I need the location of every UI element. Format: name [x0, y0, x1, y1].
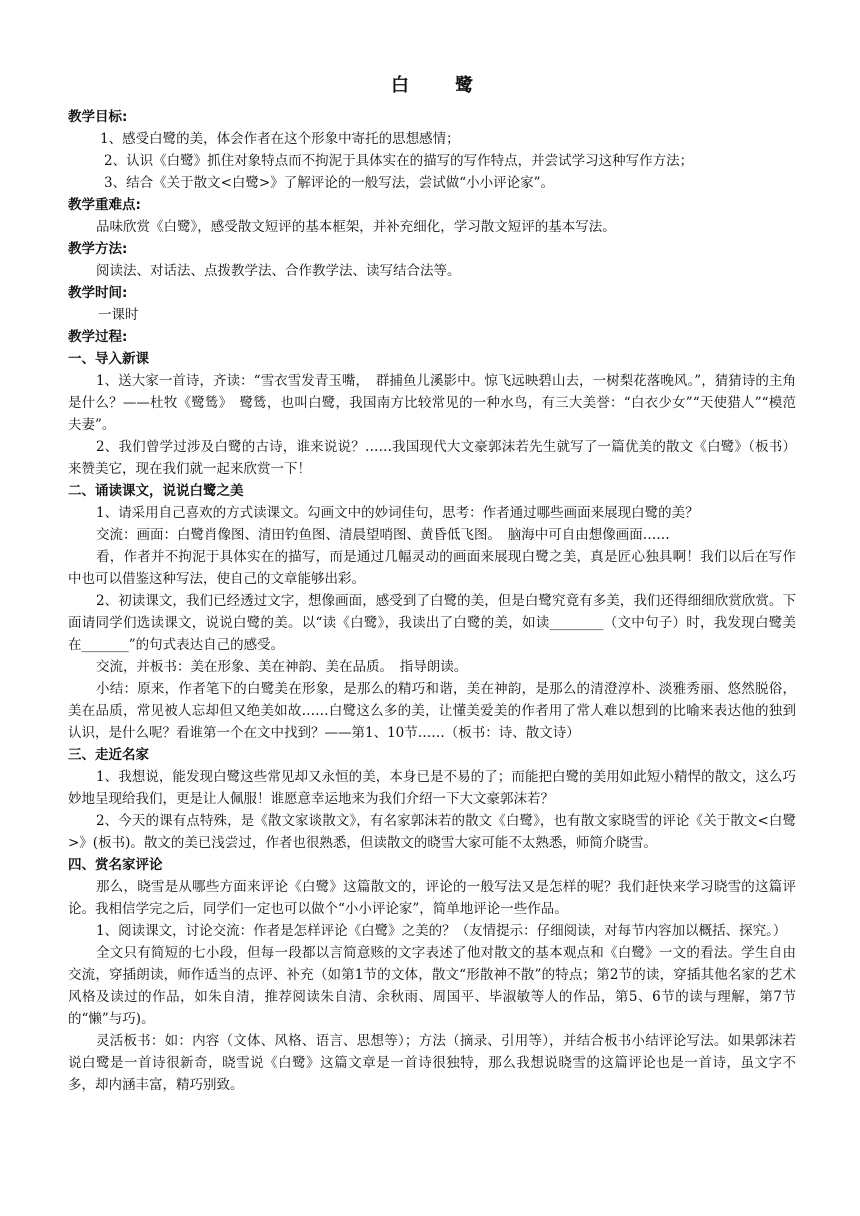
- paragraph: 1、请采用自己喜欢的方式读课文。勾画文中的妙词佳句，思考：作者通过哪些画面来展现白鹭的美？: [96, 505, 699, 521]
- keypoints-text: 品味欣赏《白鹭》，感受散文短评的基本框架，并补充细化，学习散文短评的基本写法。: [96, 219, 616, 235]
- time-heading: 教学时间:: [68, 285, 128, 301]
- paragraph: 小结：原来，作者笔下的白鹭美在形象，是那么的精巧和谐，美在神韵，是那么的清澄淳朴、淡雅秀丽、悠然脱俗，美在品质，常见被人忘却但又绝美如故……白鹭这么多的美，让懂美爱美的作者用了常人难以想到的比喻来表达他的独到认识，是什么呢？看谁第一个在文中找到？——第1、10节……（板书：诗、散文诗）: [68, 681, 796, 741]
- section-4-heading: 四、赏名家评论: [68, 857, 163, 873]
- paragraph: 看，作者并不拘泥于具体实在的描写，而是通过几幅灵动的画面来展现白鹭之美，真是匠心独具啊！我们以后在写作中也可以借鉴这种写法，使自己的文章能够出彩。: [68, 549, 796, 587]
- document-page: [68, 72, 796, 1096]
- paragraph: 1、我想说，能发现白鹭这些常见却又永恒的美，本身已是不易的了；而能把白鹭的美用如此短小精悍的散文，这么巧妙地呈现给我们，更是让人佩服！谁愿意幸运地来为我们介绍一下大文豪郭沫若？: [68, 769, 796, 807]
- goal-item-3: 3、结合《关于散文<白鹭>》了解评论的一般写法，尝试做“小小评论家”。: [104, 175, 555, 191]
- paragraph: 交流：画面：白鹭肖像图、清田钓鱼图、清晨望哨图、黄昏低飞图。 脑海中可自由想像画面……: [96, 527, 670, 543]
- process-heading: 教学过程:: [68, 329, 128, 345]
- section-1-heading: 一、导入新课: [68, 351, 149, 367]
- page-title: 白 鹭: [391, 75, 487, 96]
- goal-item-2: 2、认识《白鹭》抓住对象特点而不拘泥于具体实在的描写的写作特点，并尝试学习这种写作方法；: [104, 153, 694, 169]
- goals-heading: 教学目标:: [68, 109, 128, 125]
- paragraph: 那么，晓雪是从哪些方面来评论《白鹭》这篇散文的，评论的一般写法又是怎样的呢？我们赶快来学习晓雪的这篇评论。我相信学完之后，同学们一定也可以做个“小小评论家”，简单地评论一些作品。: [68, 879, 796, 917]
- paragraph: 灵活板书：如：内容（文体、风格、语言、思想等）；方法（摘录、引用等），并结合板书小结评论写法。如果郭沫若说白鹭是一首诗很新奇，晓雪说《白鹭》这篇文章是一首诗很独特，那么我想说晓雪的这篇评论也是一首诗，虽文字不多，却内涵丰富，精巧别致。: [68, 1033, 796, 1093]
- paragraph: 2、今天的课有点特殊，是《散文家谈散文》，有名家郭沫若的散文《白鹭》，也有散文家晓雪的评论《关于散文<白鹭>》(板书)。散文的美已浅尝过，作者也很熟悉，但读散文的晓雪大家可能不太熟悉，师简介晓雪。: [68, 813, 796, 851]
- methods-text: 阅读法、对话法、点拨教学法、合作教学法、读写结合法等。: [96, 263, 461, 279]
- paragraph: 1、送大家一首诗，齐读：“雪衣雪发青玉嘴， 群捕鱼儿溪影中。惊飞远映碧山去，一树梨花落晚风。”，猜猜诗的主角是什么？——杜牧《鹭鸶》 鹭鸶，也叫白鹭，我国南方比较常见的一种水鸟，有三大美誉：“白衣少女”“天使猎人”“模范夫妻”。: [68, 373, 796, 433]
- section-3-heading: 三、走近名家: [68, 747, 149, 763]
- paragraph: 全文只有简短的七小段，但每一段都以言简意赅的文字表述了他对散文的基本观点和《白鹭》一文的看法。学生自由交流，穿插朗读，师作适当的点评、补充（如第1节的文体，散文“形散神不散”的特点；第2节的读，穿插其他名家的艺术风格及读过的作品，如朱自清，推荐阅读朱自清、余秋雨、周国平、毕淑敏等人的作品，第5、6节的读与理解，第7节的“懒”与巧)。: [68, 945, 796, 1027]
- goal-item-1: 1、感受白鹭的美，体会作者在这个形象中寄托的思想感情；: [100, 131, 460, 147]
- methods-heading: 教学方法:: [68, 241, 128, 257]
- keypoints-heading: 教学重难点:: [68, 197, 141, 213]
- paragraph: 交流，并板书：美在形象、美在神韵、美在品质。 指导朗读。: [96, 659, 468, 675]
- time-text: 一课时: [98, 307, 139, 323]
- paragraph: 2、初读课文，我们已经透过文字，想像画面，感受到了白鹭的美，但是白鹭究竟有多美，我们还得细细欣赏欣赏。下面请同学们选读课文，说说白鹭的美。以“读《白鹭》，我读出了白鹭的美，如读________（文中句子）时，我发现白鹭美在_______”的句式表达自己的感受。: [68, 593, 796, 653]
- section-2-heading: 二、诵读课文，说说白鹭之美: [68, 483, 244, 499]
- paragraph: 2、我们曾学过涉及白鹭的古诗，谁来说说？……我国现代大文豪郭沫若先生就写了一篇优美的散文《白鹭》（板书）来赞美它，现在我们就一起来欣赏一下！: [68, 439, 796, 477]
- paragraph: 1、阅读课文，讨论交流：作者是怎样评论《白鹭》之美的？（友情提示：仔细阅读，对每节内容加以概括、探究。）: [96, 923, 787, 939]
